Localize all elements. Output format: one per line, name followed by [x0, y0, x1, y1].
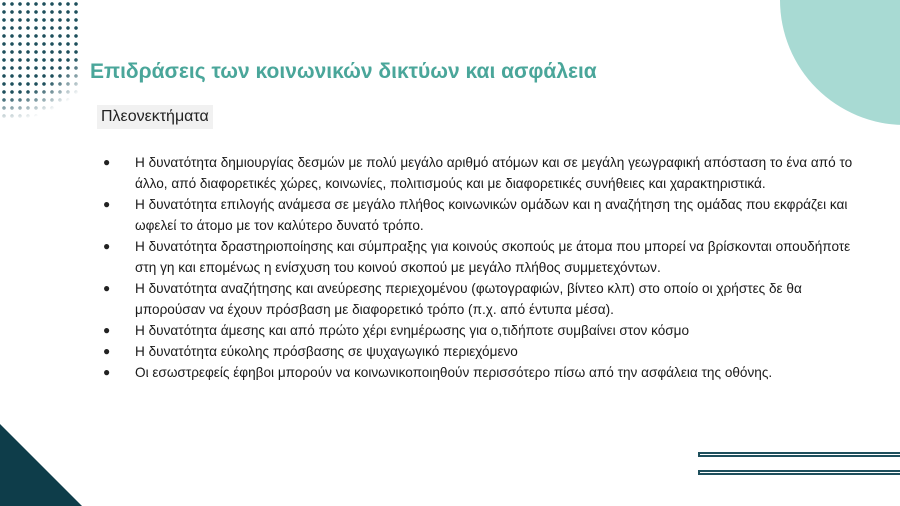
bullet-item [103, 341, 863, 362]
dot-pattern-decoration [0, 0, 82, 122]
bullet-icon: ● [103, 197, 111, 211]
line-decoration [698, 452, 900, 457]
bullet-text: Η δυνατότητα επιλογής ανάμεσα σε μεγάλο πλήθος κοινωνικών ομάδων και η αναζήτηση της ομάδας που εκφράζει και ωφελεί το άτομο με τον καλύτερο δυνατό τρόπο. [135, 197, 848, 233]
bullet-icon: ● [103, 323, 111, 337]
bullet-icon: ● [103, 281, 111, 295]
bullet-text: Η δυνατότητα εύκολης πρόσβασης σε ψυχαγωγικό περιεχόμενο [135, 344, 518, 359]
bullet-text: Η δυνατότητα άμεσης και από πρώτο χέρι ενημέρωσης για ο,τιδήποτε συμβαίνει στον κόσμο [135, 323, 690, 338]
slide-title: Επιδράσεις των κοινωνικών δικτύων και ασφάλεια [90, 60, 597, 83]
bullet-item [103, 152, 863, 194]
bullet-icon: ● [103, 344, 111, 358]
bullet-text: Η δυνατότητα δημιουργίας δεσμών με πολύ μεγάλο αριθμό ατόμων και σε μεγάλη γεωγραφική απόσταση το ένα από το άλλο, από διαφορετικές χώρες, κοινωνίες, πολιτισμούς και με διαφορετικές συνήθειες και χαρακτηριστικά. [135, 155, 853, 191]
slide-subtitle: Πλεονεκτήματα [97, 105, 213, 129]
bullet-list [103, 152, 863, 383]
bullet-item [103, 278, 863, 320]
bullet-icon: ● [103, 365, 111, 379]
bullet-item [103, 320, 863, 341]
bullet-text: Η δυνατότητα δραστηριοποίησης και σύμπραξης για κοινούς σκοπούς με άτομα που μπορεί να βρίσκονται οπουδήποτε στη γη και επομένως η ενίσχυση του κοινού σκοπού με μεγάλο πλήθος συμμετεχόντων. [135, 239, 851, 275]
bullet-item [103, 194, 863, 236]
circle-decoration [780, 0, 900, 125]
bullet-text: Η δυνατότητα αναζήτησης και ανεύρεσης περιεχομένου (φωτογραφιών, βίντεο κλπ) στο οποίο οι χρήστες δε θα μπορούσαν να έχουν πρόσβαση με διαφορετικό τρόπο (π.χ. από έντυπα μέσα). [135, 281, 802, 317]
line-decoration [698, 470, 900, 475]
bullet-icon: ● [103, 155, 111, 169]
triangle-decoration [0, 424, 82, 506]
bullet-text: Οι εσωστρεφείς έφηβοι μπορούν να κοινωνικοποιηθούν περισσότερο πίσω από την ασφάλεια της οθόνης. [135, 365, 773, 380]
bullet-icon: ● [103, 239, 111, 253]
bullet-item [103, 362, 863, 383]
bullet-item [103, 236, 863, 278]
